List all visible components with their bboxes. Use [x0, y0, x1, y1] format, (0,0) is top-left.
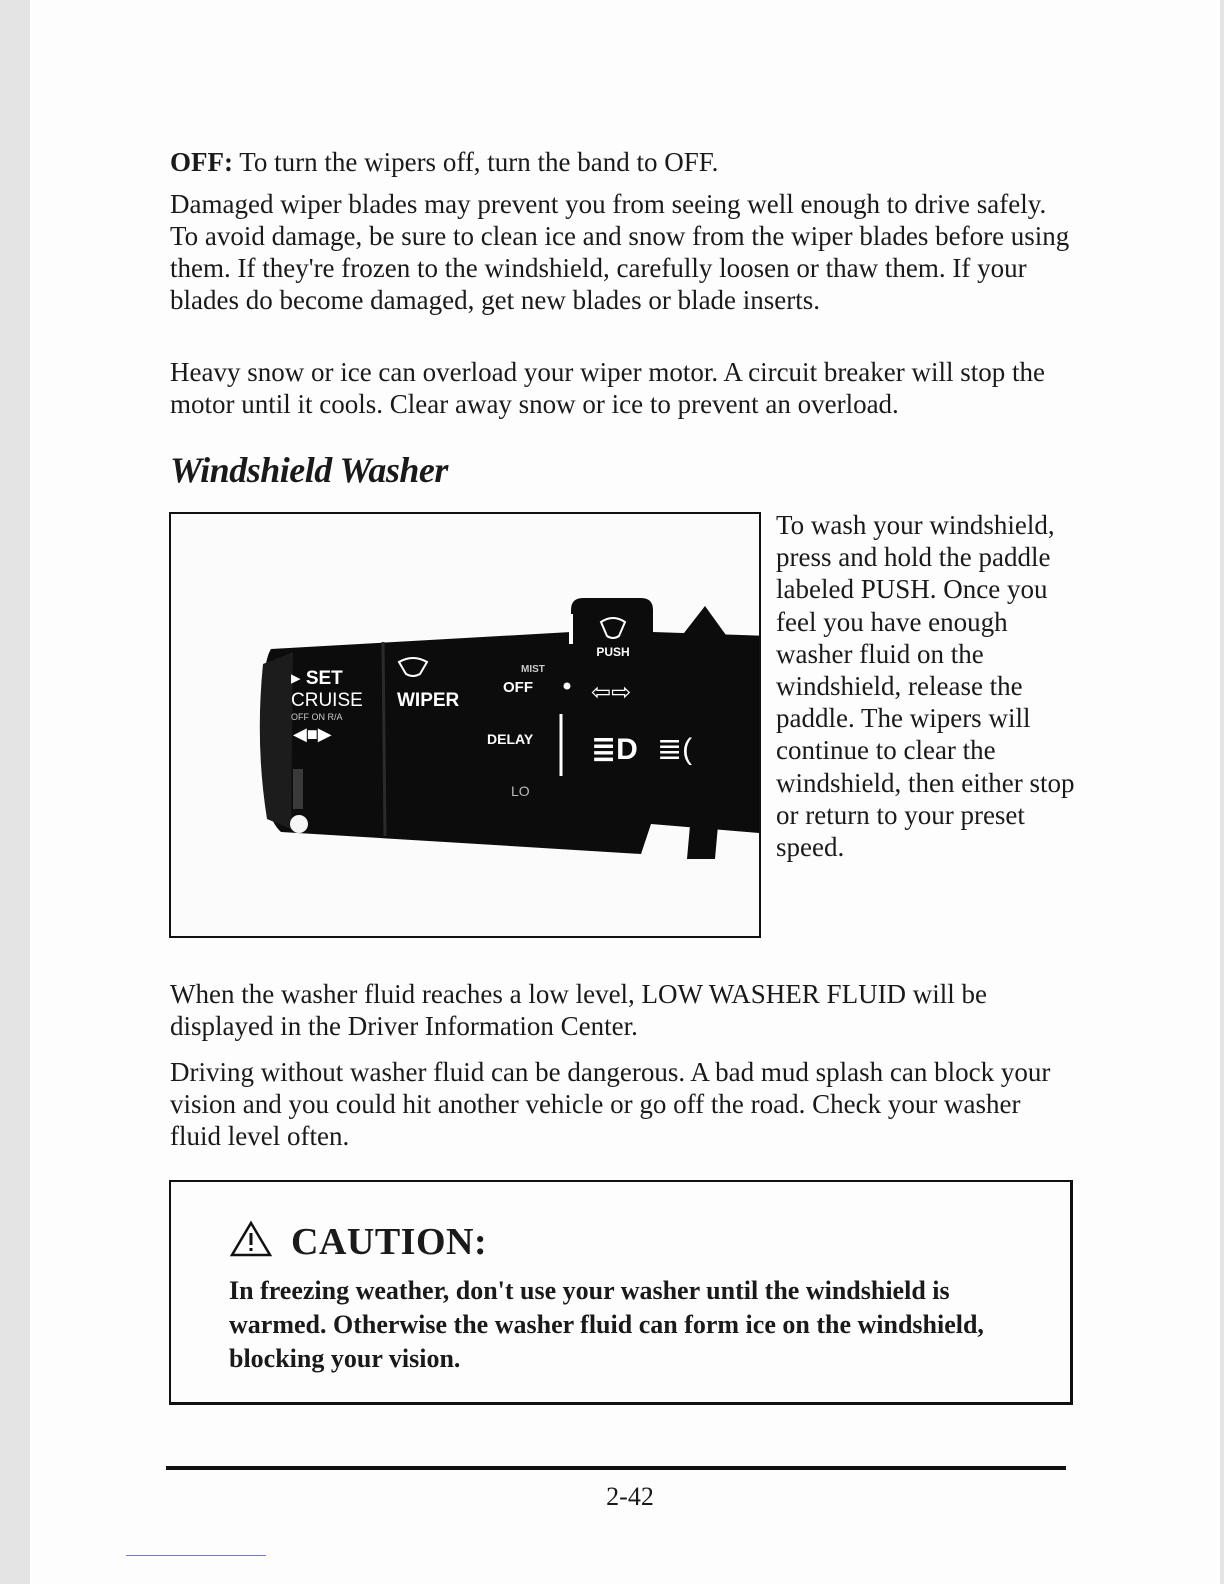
- stalk-stem: [293, 769, 303, 809]
- footer-link-underline: [126, 1555, 266, 1556]
- cruise-arrows-icon: ◀■▶: [293, 724, 332, 744]
- lower-paddle: [687, 814, 719, 859]
- lever-end-cap: [260, 652, 293, 829]
- delay-label: DELAY: [487, 731, 534, 747]
- page-number: 2-42: [606, 1482, 654, 1511]
- fog-lamp-icon: ≣(: [657, 733, 693, 766]
- washer-instructions: To wash your windshield, press and hold the paddle labeled PUSH. Once you feel you have enough washer fluid on the windshield, release the paddle. The wipers will continue to clear the windshield, then either stop or return to your preset speed.: [776, 510, 1075, 863]
- turn-signal-arrows-icon: ⇦⇨: [591, 679, 632, 706]
- low-fluid-paragraph: When the washer fluid reaches a low level, LOW WASHER FLUID will be displayed in the Driver Information Center.: [170, 979, 988, 1041]
- heavy-snow-paragraph: Heavy snow or ice can overload your wiper motor. A circuit breaker will stop the motor until it cools. Clear away snow or ice to prevent an overload.: [170, 357, 1045, 419]
- mist-label: MIST: [521, 664, 545, 675]
- setting-indicator-dot: [564, 683, 571, 690]
- footer-rule: [166, 1466, 1066, 1470]
- warning-triangle-icon: [229, 1220, 273, 1258]
- lo-label: LO: [511, 783, 530, 799]
- wiper-label: WIPER: [397, 690, 460, 711]
- off-label: OFF:: [170, 147, 233, 177]
- manual-page: [30, 0, 1220, 1584]
- knob-dot: [290, 815, 308, 833]
- driving-without-fluid-paragraph: Driving without washer fluid can be dangerous. A bad mud splash can block your vision and you could hit another vehicle or go off the road. Check your washer fluid level often.: [170, 1057, 1051, 1151]
- push-label: PUSH: [596, 645, 630, 659]
- damaged-blades-paragraph: Damaged wiper blades may prevent you from seeing well enough to drive safely. To avoid damage, be sure to clean ice and snow from the wiper blades before using them. If they're frozen to the windshield, carefully loosen or thaw them. If your blades do become damaged, get new blades or blade inserts.: [170, 189, 1070, 315]
- caution-box: [169, 1180, 1073, 1405]
- off-text: To turn the wipers off, turn the band to OFF.: [232, 147, 719, 177]
- turn-signal-lever-figure: [169, 512, 761, 938]
- caution-heading: [229, 1220, 487, 1264]
- set-label: ▸ SET: [291, 668, 343, 689]
- off-setting-label: OFF: [503, 679, 533, 696]
- band-divider: [383, 642, 385, 836]
- headlamp-icon: ≣D: [591, 733, 638, 766]
- caution-title: CAUTION:: [291, 1221, 488, 1263]
- off-paragraph: [170, 146, 1070, 178]
- lever-illustration: [171, 514, 759, 936]
- cruise-label: CRUISE: [291, 690, 363, 711]
- cruise-modes-label: OFF ON R/A: [291, 712, 343, 722]
- section-heading: Windshield Washer: [170, 450, 448, 490]
- caution-text: In freezing weather, don't use your washer until the windshield is warmed. Otherwise the washer fluid can form ice on the windshield, blocking your vision.: [229, 1276, 984, 1373]
